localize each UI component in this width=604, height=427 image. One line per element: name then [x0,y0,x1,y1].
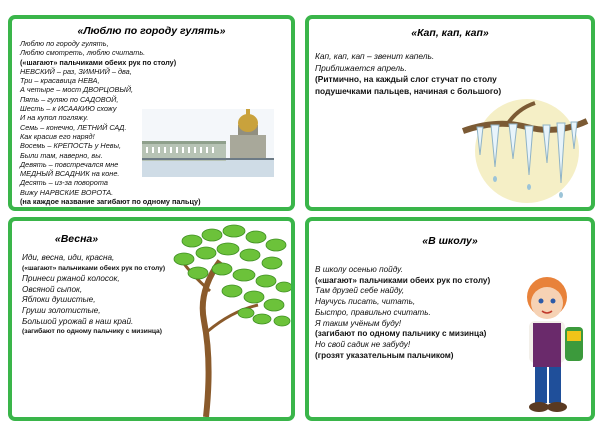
poem-line: Быстро, правильно считать. [315,307,431,317]
poem-line: Люблю смотреть, люблю считать. [20,48,146,58]
poem-line: НЕВСКИЙ – раз, ЗИМНИЙ – два, [20,66,132,76]
poem-line: Я таким учёным буду! [315,318,402,328]
poem-line: Там друзей себе найду, [315,286,405,296]
palace-illustration [142,109,274,177]
icicle-branch-illustration [457,91,589,203]
poem-text [22,253,165,338]
poem-line: Большой урожай в наш край. [22,316,134,326]
poem-line: Как красив его наряд! [20,131,95,141]
poem-line: А четыре – мост ДВОРЦОВЫЙ, [20,85,134,95]
poem-line: Девять – повстречался мне [20,159,119,169]
poem-line: Принеси ржаной колосок, [22,274,120,284]
card-drip [305,15,595,211]
poem-line: Три – красавица НЕВА, [20,76,100,86]
poem-instruction: («шагают» пальчиками обеих рук по столу) [20,57,177,67]
poem-instruction: (грозят указательным пальчиком) [315,350,454,360]
poem-line: Овсяной сыпок, [22,284,83,294]
poem-line: Десять – из-за поворота [20,178,108,188]
poem-line: Пять – гуляю по САДОВОЙ, [20,94,119,104]
poem-instruction: (загибают по одному пальчику с мизинца) [22,328,162,336]
poem-line: Иди, весна, иди, красна, [22,253,115,262]
poem-line: В школу осенью пойду. [315,265,403,274]
card-title: «Весна» [54,233,99,245]
poem-line: Люблю по городу гулять, [20,39,109,48]
poem-instruction: («шагают» пальчиками обеих рук по столу) [315,275,491,285]
poem-line: Научусь писать, читать, [315,297,416,307]
poem-line: МЕДНЫЙ ВСАДНИК на коне. [20,169,120,179]
poem-line: Кап, кап, кап – звенит капель. [315,51,435,61]
poem-line: Восемь – КРЕПОСТЬ у Невы, [20,141,121,151]
poem-line: Яблоки душистые, [22,295,96,305]
poem-line: Шесть – к ИСААКИЮ схожу [20,104,117,114]
poem-instruction: (загибают по одному пальчику с мизинца) [315,329,487,339]
poem-line: Но свой садик не забуду! [315,339,411,349]
card-school [305,217,595,421]
poem-text [315,265,490,361]
schoolboy-illustration [505,271,591,417]
tree-illustration [162,221,294,417]
poem-line: Груши золотистые, [22,305,101,315]
card-spring [8,217,295,421]
poem-instruction: (Ритмично, на каждый слог стучат по столу [315,74,497,84]
poem-instruction: («шагают» пальчиками обеих рук по столу) [22,264,166,272]
poem-instruction: (на каждое название загибают по одному пальцу) [20,197,201,207]
card-title: «Люблю по городу гулять» [77,25,226,37]
poem-line: И на купол погляжу. [20,113,89,123]
poem-line: Приближается апрель. [315,62,407,73]
poem-instruction: подушечками пальцев, начиная с большого) [315,85,502,96]
poem-line: Были там, наверно, вы. [20,150,103,160]
poem-line: Семь – конечно, ЛЕТНИЙ САД. [20,122,127,132]
card-title: «В школу» [422,235,478,247]
card-title: «Кап, кап, кап» [411,27,489,39]
card-city-walk [8,15,295,211]
poem-line: Вижу НАРВСКИЕ ВОРОТА. [20,187,114,197]
